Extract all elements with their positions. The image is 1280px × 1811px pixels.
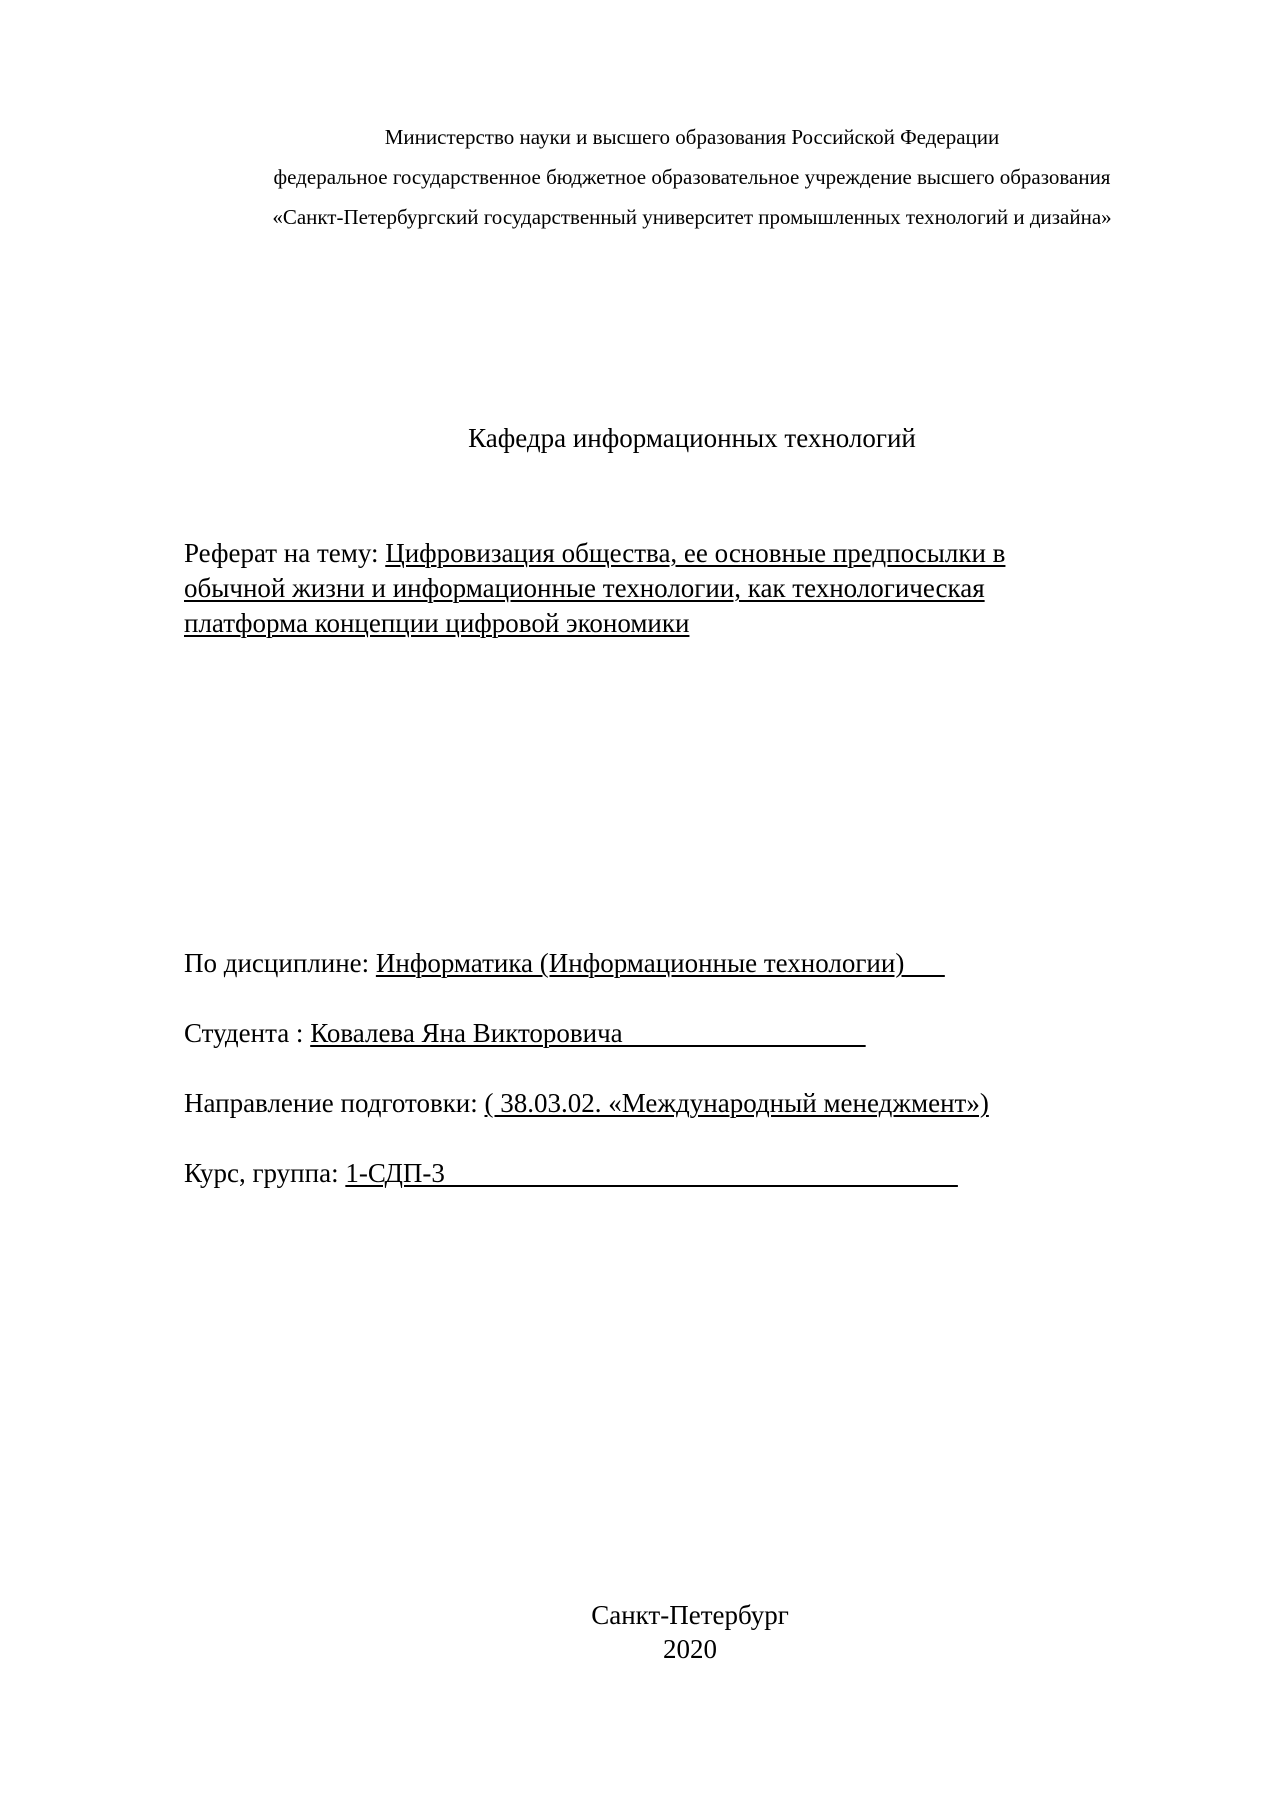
department-name: Кафедра информационных технологий bbox=[468, 423, 916, 453]
discipline-label: По дисциплине: bbox=[184, 948, 376, 978]
topic-title-line-3: платформа концепции цифровой экономики bbox=[184, 608, 690, 638]
student-label: Студента : bbox=[184, 1018, 311, 1048]
discipline-field bbox=[184, 948, 945, 979]
footer-year: 2020 bbox=[663, 1634, 717, 1664]
direction-value: ( 38.03.02. «Международный менеджмент») bbox=[484, 1088, 989, 1118]
university-name-line: «Санкт-Петербургский государственный университет промышленных технологий и дизайна» bbox=[272, 205, 1112, 229]
direction-field bbox=[184, 1088, 989, 1119]
direction-label: Направление подготовки: bbox=[184, 1088, 485, 1118]
group-label: Курс, группа: bbox=[184, 1158, 346, 1188]
topic-label: Реферат на тему: bbox=[184, 538, 386, 568]
student-value: Ковалева Яна Викторовича bbox=[310, 1018, 866, 1048]
topic-block bbox=[184, 536, 1124, 641]
group-field bbox=[184, 1158, 958, 1189]
footer-city: Санкт-Петербург bbox=[591, 1600, 789, 1630]
group-value: 1-СДП-3 bbox=[345, 1158, 958, 1188]
student-field bbox=[184, 1018, 866, 1049]
topic-title-line-2: обычной жизни и информационные технологии, как технологическая bbox=[184, 573, 985, 603]
discipline-value: Информатика (Информационные технологии) bbox=[375, 948, 945, 978]
institution-type-line: федеральное государственное бюджетное образовательное учреждение высшего образования bbox=[273, 165, 1111, 189]
topic-title-line-1: Цифровизация общества, ее основные предпосылки в bbox=[385, 538, 1006, 568]
ministry-line: Министерство науки и высшего образования Российской Федерации bbox=[384, 125, 1000, 149]
